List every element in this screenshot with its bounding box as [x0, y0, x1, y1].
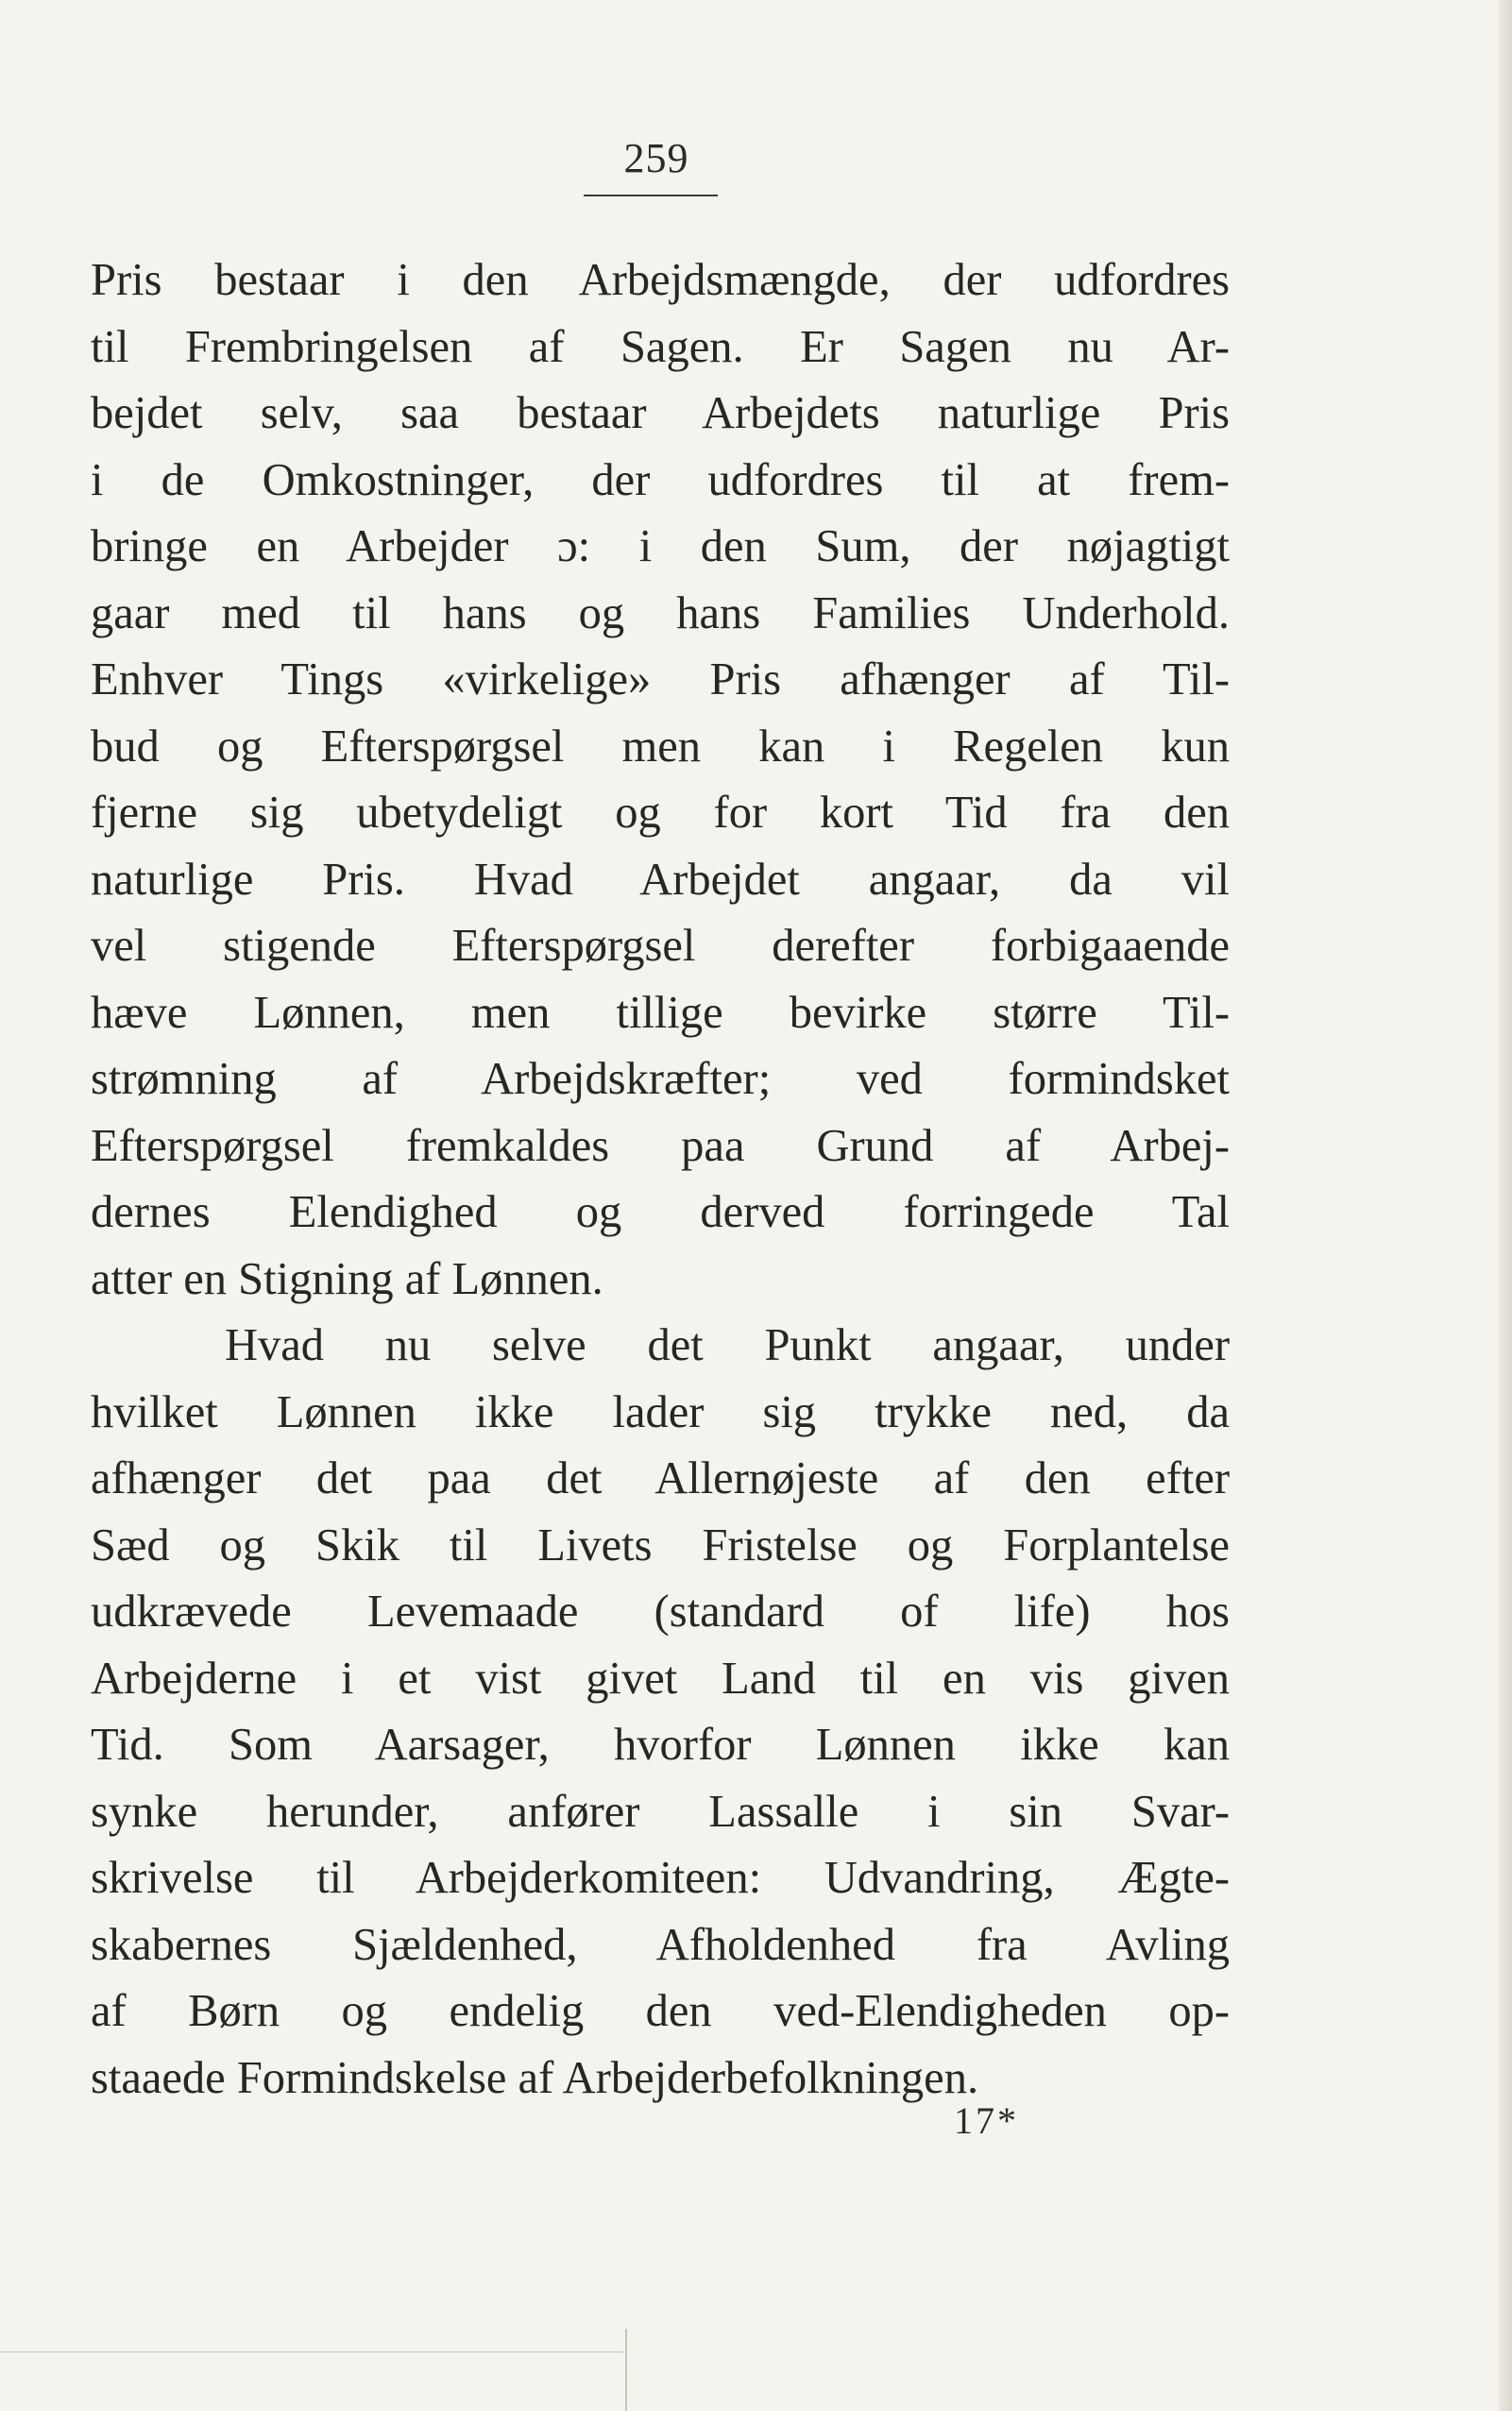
- text-line: vel stigende Efterspørgsel derefter forbigaaende: [91, 921, 1230, 971]
- text-line: Arbejderne i et vist givet Land til en vis given: [91, 1653, 1230, 1704]
- text-line: hvilket Lønnen ikke lader sig trykke ned, da: [91, 1386, 1230, 1437]
- text-line: strømning af Arbejdskræfter; ved formindsket: [91, 1054, 1230, 1104]
- text-line: Sæd og Skik til Livets Fristelse og Forplantelse: [91, 1520, 1230, 1571]
- text-line: bejdet selv, saa bestaar Arbejdets naturlige Pris: [91, 388, 1230, 438]
- text-line: afhænger det paa det Allernøjeste af den efter: [91, 1453, 1230, 1503]
- text-line: hæve Lønnen, men tillige bevirke større Til-: [91, 987, 1230, 1038]
- text-line: synke herunder, anfører Lassalle i sin Svar-: [91, 1786, 1230, 1837]
- text-line: Pris bestaar i den Arbejdsmængde, der udfordres: [91, 255, 1230, 305]
- page-number-rule: [584, 195, 718, 196]
- text-line: Enhver Tings «virkelige» Pris afhænger af Til-: [91, 654, 1230, 705]
- bottom-tick: [625, 2329, 627, 2411]
- text-line: fjerne sig ubetydeligt og for kort Tid fra den: [91, 788, 1230, 838]
- text-line: Hvad nu selve det Punkt angaar, under: [225, 1320, 1230, 1370]
- text-line: gaar med til hans og hans Families Underhold.: [91, 587, 1230, 638]
- text-line: dernes Elendighed og derved forringede Tal: [91, 1187, 1230, 1237]
- body-text: [91, 247, 1230, 2112]
- text-line: staaede Formindskelse af Arbejderbefolkningen.: [91, 2052, 979, 2103]
- page-edge: [1499, 0, 1512, 2411]
- text-line: naturlige Pris. Hvad Arbejdet angaar, da vil: [91, 854, 1230, 905]
- text-line: skabernes Sjældenhed, Afholdenhed fra Avling: [91, 1919, 1230, 1970]
- text-line: skrivelse til Arbejderkomiteen: Udvandring, Ægte-: [91, 1853, 1230, 1903]
- signature-mark: 17*: [954, 2099, 1019, 2142]
- text-line: bringe en Arbejder ɔ: i den Sum, der nøjagtigt: [91, 521, 1230, 571]
- text-line: af Børn og endelig den ved-Elendigheden op-: [91, 1986, 1230, 2036]
- text-line: bud og Efterspørgsel men kan i Regelen kun: [91, 721, 1230, 772]
- text-line: til Frembringelsen af Sagen. Er Sagen nu Ar-: [91, 321, 1230, 372]
- text-line: i de Omkostninger, der udfordres til at frem-: [91, 454, 1230, 505]
- text-line: atter en Stigning af Lønnen.: [91, 1253, 603, 1304]
- text-line: Efterspørgsel fremkaldes paa Grund af Arbej-: [91, 1120, 1230, 1171]
- page-number: 259: [623, 135, 689, 181]
- text-line: udkrævede Levemaade (standard of life) hos: [91, 1587, 1230, 1637]
- text-line: Tid. Som Aarsager, hvorfor Lønnen ikke kan: [91, 1720, 1230, 1770]
